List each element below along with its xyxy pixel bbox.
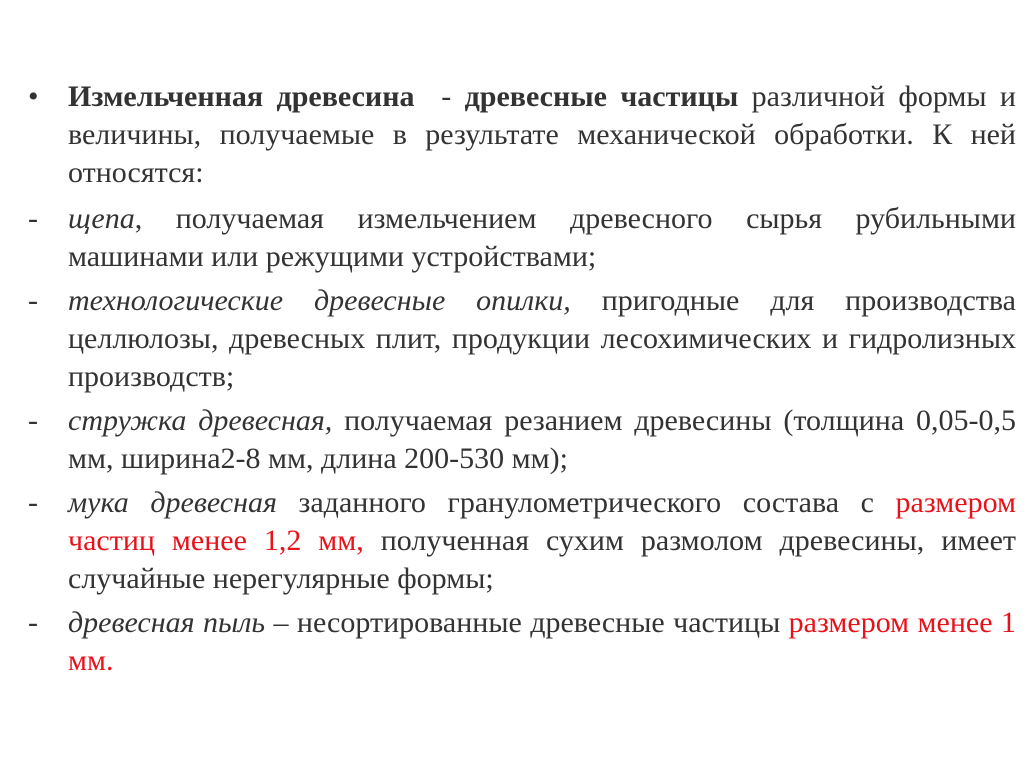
term-crushed-wood: Измельченная древесина [68,80,415,113]
highlight-particle-size: размером частиц менее 1,2 мм, [68,486,1016,557]
definition-list [28,78,1016,686]
dash-marker: - [28,486,38,519]
item-text: – несортированные древесные частицы [265,606,789,639]
term-chips: щепа [68,202,135,235]
list-item-chips [28,200,1016,276]
dash-marker: - [28,202,38,235]
term-wood-particles: древесные частицы [464,80,739,113]
term-sawdust: технологические древесные опилки, [68,284,571,317]
term-shavings: стружка древесная, [68,404,333,437]
item-text: , получаемая измельчением древесного сырья рубильными машинами или режущими устройствами; [68,202,1016,273]
term-wood-dust: древесная пыль [68,606,266,639]
dash-marker: - [28,404,38,437]
term-separator: - [414,80,465,113]
item-text: пригодные для производства целлюлозы, древесных плит, продукции лесохимических и гидролизных производств; [68,284,1016,393]
highlight-dust-size: размером менее 1 мм. [68,606,1016,677]
item-text: получаемая резанием древесины (толщина 0,05-0,5 мм, ширина2-8 мм, длина 200-530 мм); [68,404,1016,475]
bullet-marker: • [28,80,39,113]
list-item-sawdust [28,282,1016,396]
term-wood-flour: мука древесная [68,486,277,519]
list-item-wood-flour [28,484,1016,598]
list-item-definition [28,78,1016,192]
list-item-wood-dust [28,604,1016,680]
list-item-shavings [28,402,1016,478]
item-text-continued: полученная сухим размолом древесины, имеет случайные нерегулярные формы; [68,524,1016,595]
definition-text: различной формы и величины, получаемые в результате механической обработки. К ней относятся: [68,80,1016,189]
item-text: заданного гранулометрического состава с [276,486,896,519]
dash-marker: - [28,284,38,317]
dash-marker: - [28,606,38,639]
